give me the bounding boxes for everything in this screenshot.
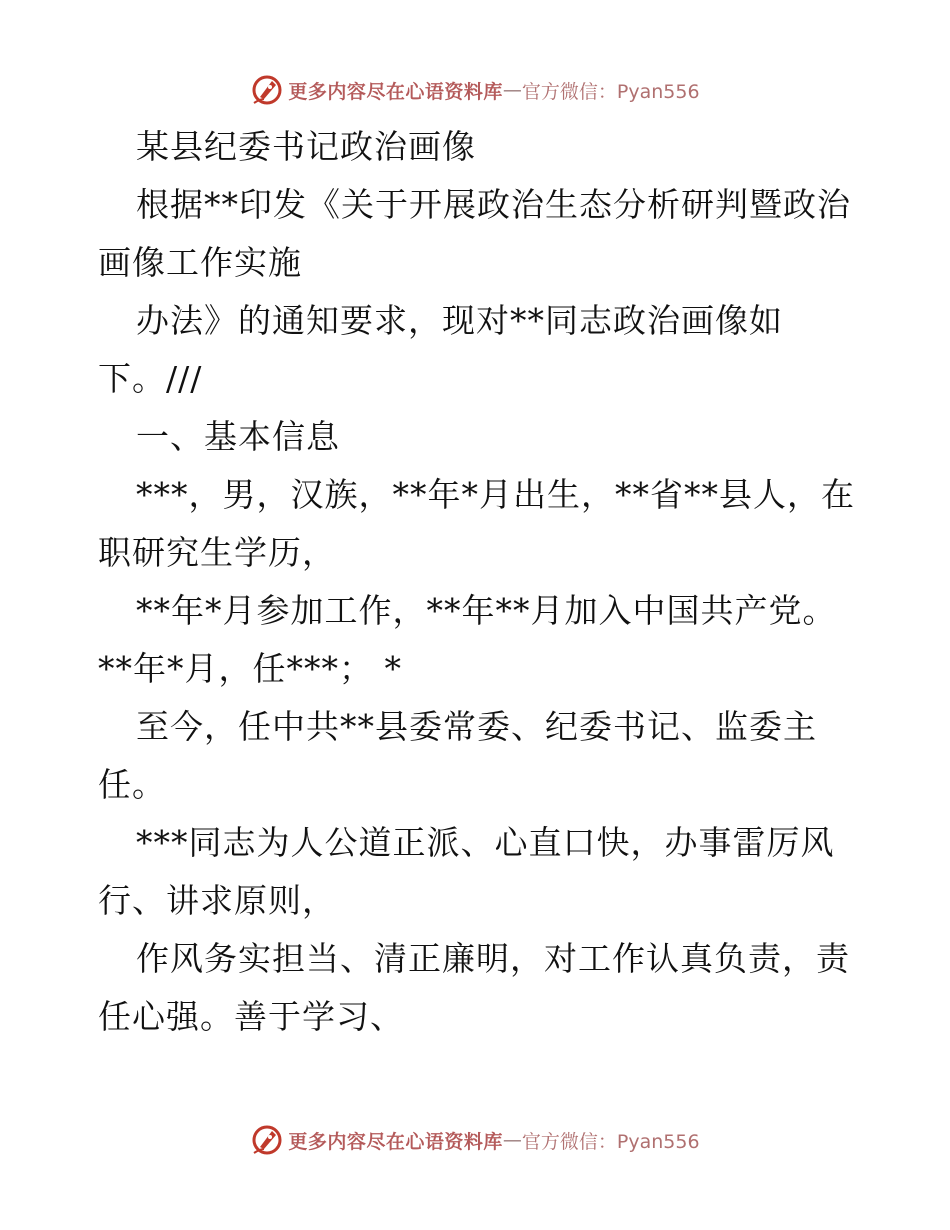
- document-line: ***，男，汉族，**年*月出生，**省**县人，在: [136, 475, 855, 514]
- header-banner-separator: —: [502, 79, 522, 101]
- header-banner: [0, 70, 950, 110]
- footer-banner-text: 更多内容尽在心语资料库: [288, 1130, 503, 1153]
- document-line: 作风务实担当、清正廉明，对工作认真负责，责: [136, 939, 850, 978]
- footer-banner-wechat: 官方微信：Pyan556: [521, 1130, 700, 1153]
- pen-nib-logo-icon: [250, 73, 284, 107]
- document-line: **年*月，任***； *: [98, 649, 402, 688]
- document-line: 任。: [98, 765, 166, 804]
- document-line: 办法》的通知要求，现对**同志政治画像如: [136, 301, 783, 340]
- header-banner-text: 更多内容尽在心语资料库: [288, 80, 503, 103]
- document-line: 行、讲求原则，: [98, 881, 336, 920]
- document-line: **年*月参加工作，**年**月加入中国共产党。: [136, 591, 837, 630]
- document-line: 画像工作实施: [98, 243, 302, 282]
- document-line: 至今，任中共**县委常委、纪委书记、监委主: [136, 707, 817, 746]
- document-line: 下。///: [98, 359, 203, 398]
- footer-banner-separator: —: [502, 1129, 522, 1151]
- document-line: 根据**印发《关于开展政治生态分析研判暨政治: [136, 185, 851, 224]
- document-line: 一、基本信息: [136, 417, 340, 456]
- header-banner-wechat: 官方微信：Pyan556: [521, 80, 700, 103]
- document-line: ***同志为人公道正派、心直口快，办事雷厉风: [136, 823, 835, 862]
- pen-nib-logo-icon: [250, 1123, 284, 1157]
- document-body: [98, 118, 858, 1046]
- footer-banner: [0, 1120, 950, 1160]
- document-line: 职研究生学历，: [98, 533, 336, 572]
- document-line: 某县纪委书记政治画像: [136, 127, 476, 166]
- document-line: 任心强。善于学习、: [98, 997, 404, 1036]
